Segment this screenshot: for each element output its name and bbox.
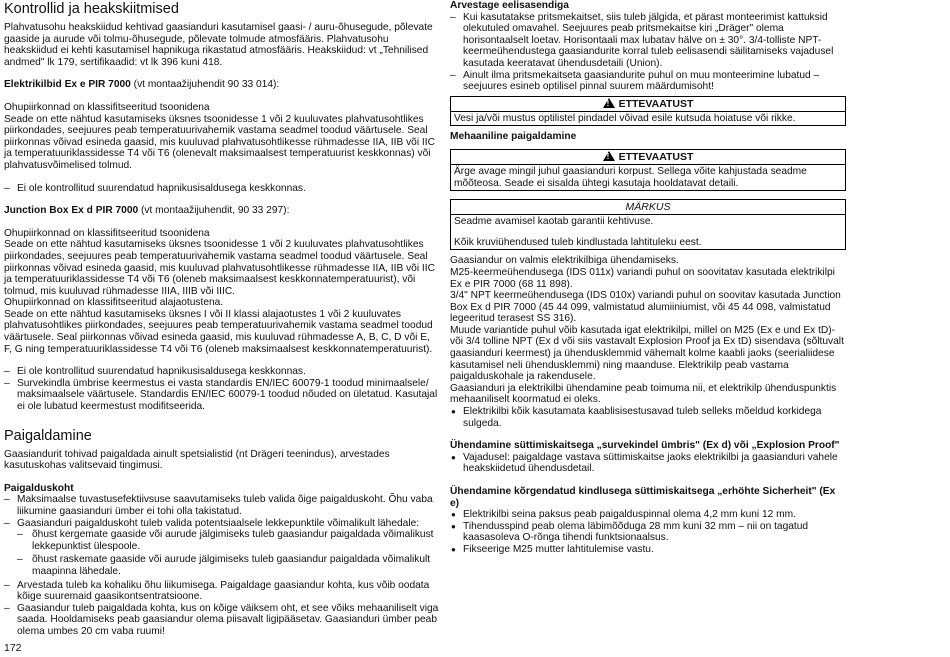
junction-box-heading (4, 205, 440, 217)
list-item: – Ei ole kontrollitud suurendatud hapnikusisaldusega keskkonnas. (4, 366, 440, 378)
junction-box-text: Ohupiirkonnad on klassifitseeritud tsoonidena Seade on ette nähtud kasutamiseks üksnes tsoonidesse 1 või 2 kuuluvates plahvatusohtlikes piirkondades, seejuures peab temperatuurivahemik vastama seadmel toodud väärtusele. Seal piirkonnas võivad esineda gaasid, mis kuuluvad plahvatusohtlikesse rühmadesse IIA, IIB või IIC ja temperatuuriklassidesse T4 või T6 (oleneb maksimaalsest keskkonnatemperatuurist), või tolmud, mis kuuluvad rühmadesse IIIA, IIIB või IIIC. Ohupiirkonnad on klassifitseeritud alajaotustena. Seade on ette nähtud kasutamiseks üksnes I või II klassi alajaotustes 1 või 2 kuuluvates plahvatusohtlikes piirkondades, seejuures peab temperatuurivahemik vastama seadmel toodud väärtusele. Seal piirkonnas võivad esineda gaasid, mis kuuluvad rühmadesse A, B, C, D või E, F, G ning temperatuuriklassidesse T4 või T6 (oleneb maksimaalsest keskkonnatemperatuurist). (4, 227, 435, 355)
list-item: ● Elektrikilbi seina paksus peab paigalduspinnal olema 4,2 mm kuni 12 mm. (450, 509, 846, 521)
mechanical-installation-heading: Mehaaniline paigaldamine (450, 131, 577, 143)
note-box-body (451, 215, 845, 249)
location-bullets-2 (4, 580, 440, 638)
ex-e-bullets (4, 183, 440, 195)
approvals-intro: Plahvatusohu heakskiidud kehtivad gaasianduri kasutamisel gaasi- / auru-õhusegude, põlevate gaaside ja aurude või tolmu-õhusegude, põlevate tolmude atmosfääris. Plahvatusohu heakskiidud ei kehti kasutamisel hapnikuga rikastatud atmosfääris. Heakskiidud: vt „Tehnilised andmed" lk 179, sertifikaadid: vt lk 396 kuni 418. (4, 22, 433, 68)
note-box-header: MÄRKUS (451, 200, 845, 215)
flameproof-heading: Ühendamine süttimiskaitsega „survekindel ümbris" (Ex d) või „Explosion Proof" (450, 440, 840, 452)
caution-box-1 (450, 96, 846, 127)
ex-e-heading-rest: (vt montaažijuhendit 90 33 014): (130, 79, 280, 91)
list-item: – Maksimaalse tuvastusefektiivsuse saavutamiseks tuleb valida õige paigalduskoht. Õhu vaba liikumine gaasianduri ümber ei tohi olla takistatud. (4, 494, 440, 517)
section-title-installation: Paigaldamine (4, 427, 92, 444)
list-item: – Ei ole kontrollitud suurendatud hapnikusisaldusega keskkonnas. (4, 183, 440, 195)
preferred-position-heading: Arvestage eelisasendiga (450, 0, 569, 11)
increased-safety-bullets (450, 509, 846, 555)
caution-box-2 (450, 149, 846, 191)
electrical-bullets (450, 406, 846, 429)
list-item: ● Fikseerige M25 mutter lahtitulemise vastu. (450, 544, 846, 556)
electrical-text: Gaasiandur on valmis elektrikilbiga ühendamiseks. M25-keermeühendusega (IDS 011x) variandi puhul on soovitatav kasutada elektrikilpi Ex e PIR 7000 (68 11 898). 3/4" NPT keermeühendusega (IDS 010x) variandi puhul on soovitav kasutada Junction Box Ex d PIR 7000 (45 44 099, valmistatud alumiiniumist, või 45 44 098, valmistatud legeeritud terasest SS 316). Muude variantide puhul võib kasutada igat elektrikilpi, millel on M25 (Ex e und Ex tD)- või 3/4 tolline NPT (Ex d või siis vastavalt Explosion Proof ja Ex tD) sisendava (sõltuvalt gaasianduri keermest) ja ühendusklemmid vähemalt kolme kaabli jaoks (seerialiidese kasutamisel neli ühendusklemmi) ning maanduse. Elektrikilp peab vastama paigalduskohale ja rakendusele. Gaasianduri ja elektrikilbi ühendamine peab toimuma nii, et elektrikilp ühenduspunktis mehaaniliselt koormatud ei oleks. (450, 255, 844, 406)
list-item: – õhust kergemate gaaside või aurude jälgimiseks tuleb gaasiandur paigaldada võimalikust lekkepunktist ülespoole. (4, 529, 440, 552)
caution-box-2-title: ETTEVAATUST (618, 150, 694, 163)
list-item: – Gaasianduri paigalduskoht tuleb valida potentsiaalsele lekkepunktile võimalikult lähedale: (4, 518, 440, 530)
location-sub-bullets (4, 529, 440, 577)
caution-box-1-title: ETTEVAATUST (618, 97, 694, 110)
junction-box-heading-rest: (vt montaažijuhendit, 90 33 297): (138, 205, 290, 217)
list-item: ● Vajadusel: paigaldage vastava süttimiskaitse jaoks elektrikilbi ja gaasianduri vahele heakskiidetud ühendusdetail. (450, 452, 846, 475)
page-number: 172 (4, 642, 22, 654)
section-title-approvals: Kontrollid ja heakskiitmised (4, 1, 179, 17)
note-box (450, 199, 846, 250)
list-item: – Kui kasutatakse pritsmekaitset, siis tuleb jälgida, et pärast monteerimist kattuksid olekutuled omavahel. Seejuures peab pritsmekaitse kiri „Dräger" olema horisontaalselt loetav. Horisontaali max lubatav hälve on ± 30°. 3/4-tolliste NPT-keermeühendustega gaasiandurite korral tuleb eelisasendi säilitamiseks vajadusel kasutada keeratavat ühendusdetaili (Union). (450, 12, 846, 70)
flameproof-bullets (450, 452, 846, 475)
left-column (4, 0, 440, 638)
preferred-position-bullets (450, 12, 846, 93)
list-item: – Gaasiandur tuleb paigaldada kohta, kus on kõige väiksem oht, et see võiks mehaaniliselt viga saada. Hooldamiseks peab gaasiandur olema piisavalt ligipääsetav. Gaasianduri ümber peab olema umbes 20 cm vaba ruumi! (4, 603, 440, 638)
ex-e-heading-bold: Elektrikilbid Ex e PIR 7000 (4, 79, 131, 91)
ex-e-text: Ohupiirkonnad on klassifitseeritud tsoonidena Seade on ette nähtud kasutamiseks üksnes tsoonidesse 1 või 2 kuuluvates plahvatusohtlikes piirkondades, seejuures peab temperatuurivahemik vastama seadmel toodud väärtusele. Seal piirkonnas võivad esineda gaasid, mis kuuluvad plahvatusohtlikesse rühmadesse IIA, IIB või IIC ja temperatuuriklassidesse T4 või T6 (olenevalt maksimaalsest temperatuurist keskkonnas) või plahvatusvõimelised tolmud. (4, 101, 435, 171)
caution-box-1-text: Vesi ja/või mustus optilistel pindadel võivad esile kutsuda hoiatuse või rikke. (454, 112, 796, 124)
caution-box-1-header (451, 97, 845, 112)
list-item: ● Elektrikilbi kõik kasutamata kaablisisestusavad tuleb selleks mõeldud korkidega sulgeda. (450, 406, 846, 429)
list-item: ● Tihendusspind peab olema läbimõõduga 28 mm kuni 32 mm – nii on tagatud kaasasoleva O-rõnga tihendi funktsionaalsus. (450, 521, 846, 544)
warning-triangle-icon (603, 151, 615, 161)
junction-box-heading-bold: Junction Box Ex d PIR 7000 (4, 205, 139, 217)
caution-box-2-text: Ärge avage mingil juhul gaasianduri korpust. Sellega võite kahjustada seadme mõõteosa. Seade ei sisalda ühtegi kasutaja hooldatavat detaili. (454, 165, 807, 189)
warning-triangle-icon (603, 98, 615, 108)
right-column (450, 0, 846, 556)
ex-e-heading (4, 79, 440, 91)
list-item: – Survekindla ümbrise keermestus ei vasta standardis EN/IEC 60079-1 toodud minimaalsele/ maksimaalsele väärtusele. Standardis EN/IEC 60079-1 toodud nõuded on ületatud. Kasutajal ei ole lubatud keermestust modifitseerida. (4, 378, 440, 413)
increased-safety-heading: Ühendamine kõrgendatud kindlusega süttimiskaitsega „erhöhte Sicherheit" (Ex e) (450, 486, 836, 509)
location-bullets (4, 494, 440, 529)
caution-box-2-header (451, 150, 845, 165)
list-item: – Ainult ilma pritsmekaitseta gaasiandurite puhul on muu monteerimine lubatud – seejuures esineb optilisel pinnal suurem määrdumisoht! (450, 70, 846, 93)
location-heading: Paigalduskoht (4, 482, 74, 494)
note-line: Kõik kruviühendused tuleb kindlustada lahtituleku eest. (454, 236, 702, 248)
list-item: – Arvestada tuleb ka kohaliku õhu liikumisega. Paigaldage gaasiandur kohta, kus võib oodata kõige suuremaid gaasikontsentratsioone. (4, 580, 440, 603)
note-line: Seadme avamisel kaotab garantii kehtivuse. (454, 216, 654, 228)
list-item: – õhust raskemate gaaside või aurude jälgimiseks tuleb gaasiandur paigaldada võimalikult maapinna lähedale. (4, 554, 440, 577)
junction-box-bullets (4, 366, 440, 412)
installation-text: Gaasiandurit tohivad paigaldada ainult spetsialistid (nt Drägeri teenindus), arvestades kasutuskohas valitsevaid tingimusi. (4, 448, 390, 472)
